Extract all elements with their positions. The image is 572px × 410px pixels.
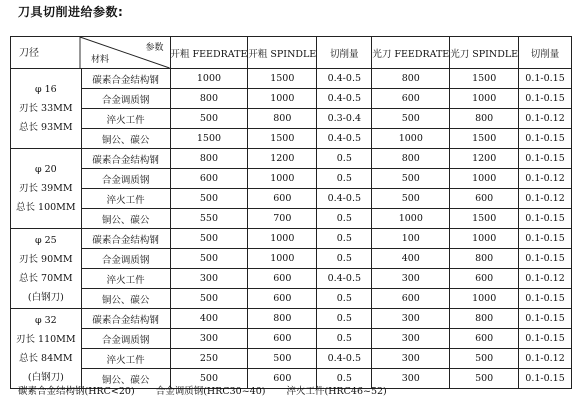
material-cell: 碳素合金结构钢 [81,309,170,329]
tool-spec-line: 刃长 110MM [16,333,76,345]
value-cell: 0.1-0.15 [519,289,572,309]
value-cell: 0.1-0.15 [519,249,572,269]
material-cell: 铜公、碳公 [81,129,170,149]
material-cell: 合金调质钢 [81,329,170,349]
table-row [11,229,572,249]
value-cell: 0.3-0.4 [317,109,372,129]
value-cell: 0.4-0.5 [317,129,372,149]
material-cell: 淬火工件 [81,109,170,129]
value-cell: 600 [248,189,317,209]
tool-spec-line: 刃长 33MM [19,103,73,114]
table-row [11,109,572,129]
value-cell: 0.4-0.5 [317,69,372,89]
value-cell: 0.1-0.15 [519,329,572,349]
value-cell: 250 [170,349,248,369]
value-cell: 500 [450,369,519,389]
value-cell: 300 [372,269,450,289]
value-cell: 550 [170,209,248,229]
value-cell: 1500 [450,129,519,149]
col-header: 切削量 [519,37,572,69]
value-cell: 500 [372,109,450,129]
value-cell: 1000 [450,289,519,309]
table-row [11,329,572,349]
table-row [11,289,572,309]
value-cell: 300 [372,349,450,369]
value-cell: 800 [248,109,317,129]
value-cell: 300 [372,329,450,349]
material-cell: 铜公、碳公 [81,289,170,309]
value-cell: 800 [450,109,519,129]
value-cell: 500 [170,289,248,309]
col-header: 开粗 FEEDRATE [170,37,248,69]
value-cell: 300 [372,369,450,389]
value-cell: 500 [170,369,248,389]
material-cell: 碳素合金结构钢 [81,69,170,89]
value-cell: 0.1-0.15 [519,129,572,149]
table-row [11,89,572,109]
value-cell: 600 [372,89,450,109]
col-header: 光刀 SPINDLE [450,37,519,69]
value-cell: 500 [372,169,450,189]
tool-spec-line: 刃长 39MM [19,183,73,194]
tool-spec-line: φ 16 [34,84,57,95]
value-cell: 0.5 [317,229,372,249]
value-cell: 0.5 [317,309,372,329]
value-cell: 600 [450,269,519,289]
value-cell: 0.1-0.15 [519,89,572,109]
value-cell: 800 [450,249,519,269]
table-row [11,129,572,149]
value-cell: 1000 [248,229,317,249]
table-row [11,269,572,289]
table-row [11,189,572,209]
value-cell: 800 [248,309,317,329]
value-cell: 500 [450,349,519,369]
footnote-item: 淬火工件(HRC46~52) [286,386,387,397]
tool-spec-line: (白钢刀) [27,371,64,383]
page-title: 刀具切削进给参数: [18,5,124,19]
value-cell: 600 [372,289,450,309]
value-cell: 0.4-0.5 [317,269,372,289]
value-cell: 0.1-0.15 [519,309,572,329]
value-cell: 0.5 [317,169,372,189]
value-cell: 0.1-0.12 [519,269,572,289]
material-cell: 铜公、碳公 [81,209,170,229]
value-cell: 400 [170,309,248,329]
header-parameter-label: 参数 [145,43,164,53]
value-cell: 1500 [450,209,519,229]
value-cell: 600 [450,329,519,349]
value-cell: 1200 [450,149,519,169]
value-cell: 0.1-0.15 [519,69,572,89]
value-cell: 0.5 [317,369,372,389]
value-cell: 700 [248,209,317,229]
value-cell: 300 [372,309,450,329]
value-cell: 300 [170,329,248,349]
header-tool-diameter-label: 刀径 [19,48,39,59]
table-row [11,69,572,89]
value-cell: 600 [248,369,317,389]
value-cell: 0.5 [317,209,372,229]
value-cell: 0.1-0.12 [519,169,572,189]
value-cell: 500 [170,229,248,249]
value-cell: 0.1-0.15 [519,209,572,229]
header-corner-cell [11,37,171,69]
footnote [18,383,405,397]
table-row [11,349,572,369]
value-cell: 0.5 [317,249,372,269]
table-row [11,169,572,189]
value-cell: 600 [248,289,317,309]
table-row [11,309,572,329]
cutting-parameter-table [10,36,572,389]
material-cell: 淬火工件 [81,269,170,289]
value-cell: 600 [170,169,248,189]
tool-spec-line: 总长 84MM [19,352,73,364]
value-cell: 800 [170,89,248,109]
value-cell: 500 [170,249,248,269]
value-cell: 800 [372,149,450,169]
value-cell: 0.5 [317,149,372,169]
material-cell: 淬火工件 [81,189,170,209]
value-cell: 1000 [170,69,248,89]
value-cell: 500 [372,189,450,209]
value-cell: 400 [372,249,450,269]
tool-spec-line: 总长 93MM [19,122,73,133]
value-cell: 1000 [248,89,317,109]
value-cell: 0.5 [317,329,372,349]
tool-spec-cell [11,149,82,229]
value-cell: 0.1-0.15 [519,229,572,249]
value-cell: 300 [170,269,248,289]
col-header: 光刀 FEEDRATE [372,37,450,69]
value-cell: 1000 [450,229,519,249]
material-cell: 碳素合金结构钢 [81,229,170,249]
tool-spec-cell [11,69,82,149]
col-header: 开粗 SPINDLE [248,37,317,69]
value-cell: 0.4-0.5 [317,189,372,209]
value-cell: 1000 [248,169,317,189]
tool-spec-cell [11,309,82,389]
value-cell: 0.5 [317,289,372,309]
tool-spec-line: (白钢刀) [27,291,64,303]
value-cell: 600 [248,329,317,349]
value-cell: 500 [170,109,248,129]
value-cell: 600 [450,189,519,209]
value-cell: 0.1-0.12 [519,109,572,129]
tool-spec-line: φ 20 [34,164,57,175]
value-cell: 1000 [450,169,519,189]
header-material-label: 材料 [91,55,110,65]
col-header: 切削量 [317,37,372,69]
value-cell: 0.1-0.12 [519,349,572,369]
value-cell: 1000 [450,89,519,109]
value-cell: 1500 [450,69,519,89]
material-cell: 淬火工件 [81,349,170,369]
material-cell: 合金调质钢 [81,249,170,269]
header-row [11,37,572,69]
value-cell: 0.4-0.5 [317,349,372,369]
value-cell: 100 [372,229,450,249]
value-cell: 0.4-0.5 [317,89,372,109]
value-cell: 1000 [372,129,450,149]
value-cell: 500 [248,349,317,369]
tool-spec-line: φ 32 [34,314,57,326]
value-cell: 0.1-0.15 [519,149,572,169]
footnote-item: 碳素合金结构钢(HRC<20) [18,386,135,397]
value-cell: 1500 [248,69,317,89]
material-cell: 铜公、碳公 [81,369,170,389]
table-row [11,209,572,229]
table-row [11,249,572,269]
value-cell: 800 [450,309,519,329]
material-cell: 合金调质钢 [81,169,170,189]
value-cell: 1500 [170,129,248,149]
tool-spec-cell [11,229,82,309]
value-cell: 800 [170,149,248,169]
footnote-item: 合金调质钢(HRC30~40) [155,386,266,397]
value-cell: 0.1-0.15 [519,369,572,389]
value-cell: 1200 [248,149,317,169]
value-cell: 800 [372,69,450,89]
value-cell: 0.1-0.12 [519,189,572,209]
tool-spec-line: 总长 70MM [19,272,73,284]
tool-spec-line: φ 25 [34,234,57,246]
value-cell: 1500 [248,129,317,149]
material-cell: 合金调质钢 [81,89,170,109]
value-cell: 1000 [248,249,317,269]
tool-spec-line: 总长 100MM [16,202,76,213]
value-cell: 500 [170,189,248,209]
value-cell: 600 [248,269,317,289]
tool-spec-line: 刃长 90MM [19,253,73,265]
material-cell: 碳素合金结构钢 [81,149,170,169]
value-cell: 1000 [372,209,450,229]
table-row [11,149,572,169]
